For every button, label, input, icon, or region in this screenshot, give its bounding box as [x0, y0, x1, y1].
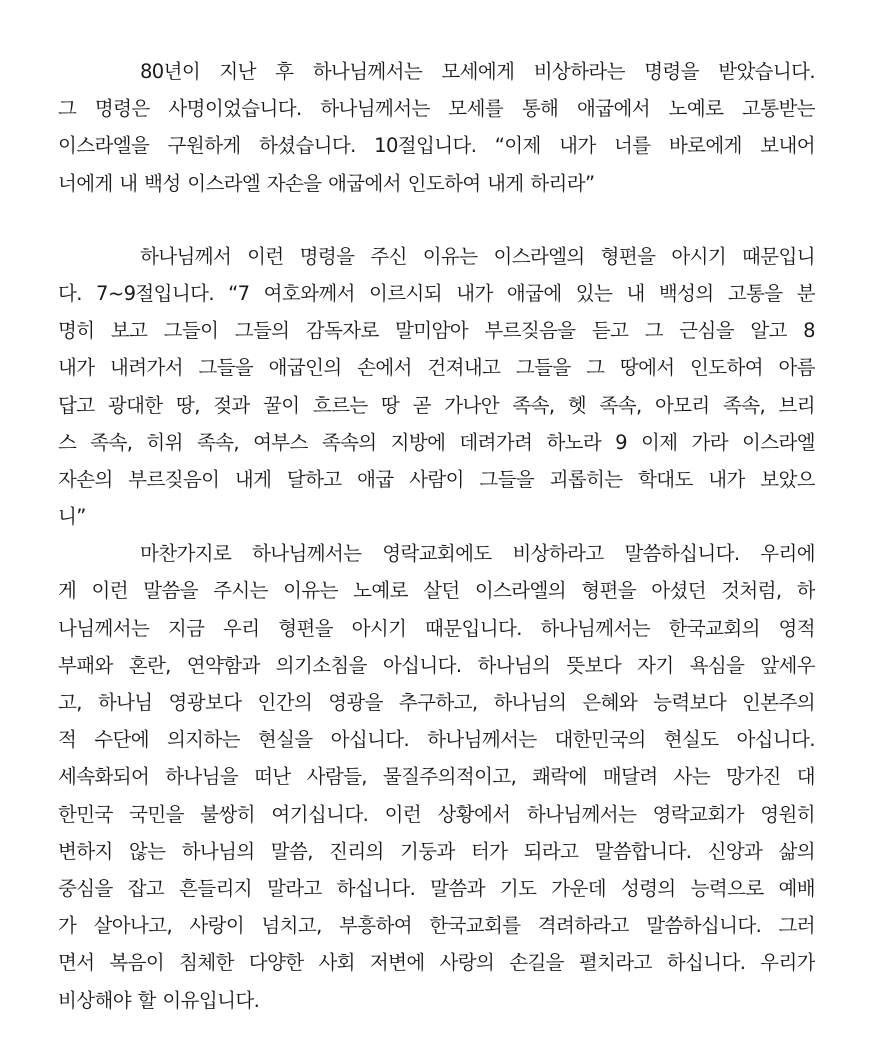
paragraph-gap: [58, 202, 815, 238]
text-line: 부패와 혼란, 연약함과 의기소침을 아십니다. 하나님의 뜻보다 자기 욕심을 앞세우: [58, 653, 815, 677]
text-line: 고, 하나님 영광보다 인간의 영광을 추구하고, 하나님의 은혜와 능력보다 인본주의: [58, 691, 815, 714]
text-line: 니”: [58, 505, 86, 529]
text-line: 스 족속, 히위 족속, 여부스 족속의 지방에 데려가려 하노라 9 이제 가라 이스라엘: [58, 430, 815, 454]
text-line: 비상해야 할 이유입니다.: [58, 988, 260, 1012]
text-line: 다. 7~9절입니다. “7 여호와께서 이르시되 내가 애굽에 있는 내 백성의 고통을 분: [58, 281, 815, 305]
text-line: 세속화되어 하나님을 떠난 사람들, 물질주의적이고, 쾌락에 매달려 사는 망가진 대: [58, 765, 815, 789]
text-line: 하나님께서 이런 명령을 주신 이유는 이스라엘의 형편을 아시기 때문입니: [140, 244, 815, 268]
text-line: 내가 내려가서 그들을 애굽인의 손에서 건져내고 그들을 그 땅에서 인도하여 아름: [58, 356, 815, 380]
text-line: 적 수단에 의지하는 현실을 아십니다. 하나님께서는 대한민국의 현실도 아십니다.: [58, 728, 815, 752]
text-line: 답고 광대한 땅, 젖과 꿀이 흐르는 땅 곧 가나안 족속, 헷 족속, 아모리 족속, 브리: [58, 393, 815, 417]
paragraph-reason: [58, 238, 815, 536]
text-line: 마찬가지로 하나님께서는 영락교회에도 비상하라고 말씀하십니다. 우리에: [140, 542, 815, 566]
text-line: 가 살아나고, 사랑이 넘치고, 부흥하여 한국교회를 격려하라고 말씀하십니다. 그러: [58, 914, 815, 938]
text-line: 이스라엘을 구원하게 하셨습니다. 10절입니다. “이제 내가 너를 바로에게 보내어: [58, 134, 815, 158]
text-line: 게 이런 말씀을 주시는 이유는 노예로 살던 이스라엘의 형편을 아셨던 것처럼, 하: [58, 579, 815, 603]
paragraph-church: [58, 535, 815, 1018]
text-line: 명히 보고 그들이 그들의 감독자로 말미암아 부르짖음을 듣고 그 근심을 알고 8: [58, 319, 815, 343]
text-line: 80년이 지난 후 하나님께서는 모세에게 비상하라는 명령을 받았습니다.: [140, 60, 815, 83]
text-line: 한민국 국민을 불쌍히 여기십니다. 이런 상황에서 하나님께서는 영락교회가 영원히: [58, 802, 815, 826]
document-body: [58, 53, 815, 1019]
text-line: 자손의 부르짖음이 내게 달하고 애굽 사람이 그들을 괴롭히는 학대도 내가 보았으: [58, 467, 815, 491]
paragraph-command: [58, 53, 815, 202]
text-line: 그 명령은 사명이었습니다. 하나님께서는 모세를 통해 애굽에서 노예로 고통받는: [58, 97, 815, 121]
text-line: 나님께서는 지금 우리 형편을 아시기 때문입니다. 하나님께서는 한국교회의 영적: [58, 616, 815, 640]
text-line: 변하지 않는 하나님의 말씀, 진리의 기둥과 터가 되라고 말씀합니다. 신앙과 삶의: [58, 839, 815, 863]
text-line: 너에게 내 백성 이스라엘 자손을 애굽에서 인도하여 내게 하리라”: [58, 171, 595, 195]
text-line: 중심을 잡고 흔들리지 말라고 하십니다. 말씀과 기도 가운데 성령의 능력으로 예배: [58, 876, 815, 900]
text-line: 면서 복음이 침체한 다양한 사회 저변에 사랑의 손길을 펼치라고 하십니다. 우리가: [58, 951, 815, 975]
